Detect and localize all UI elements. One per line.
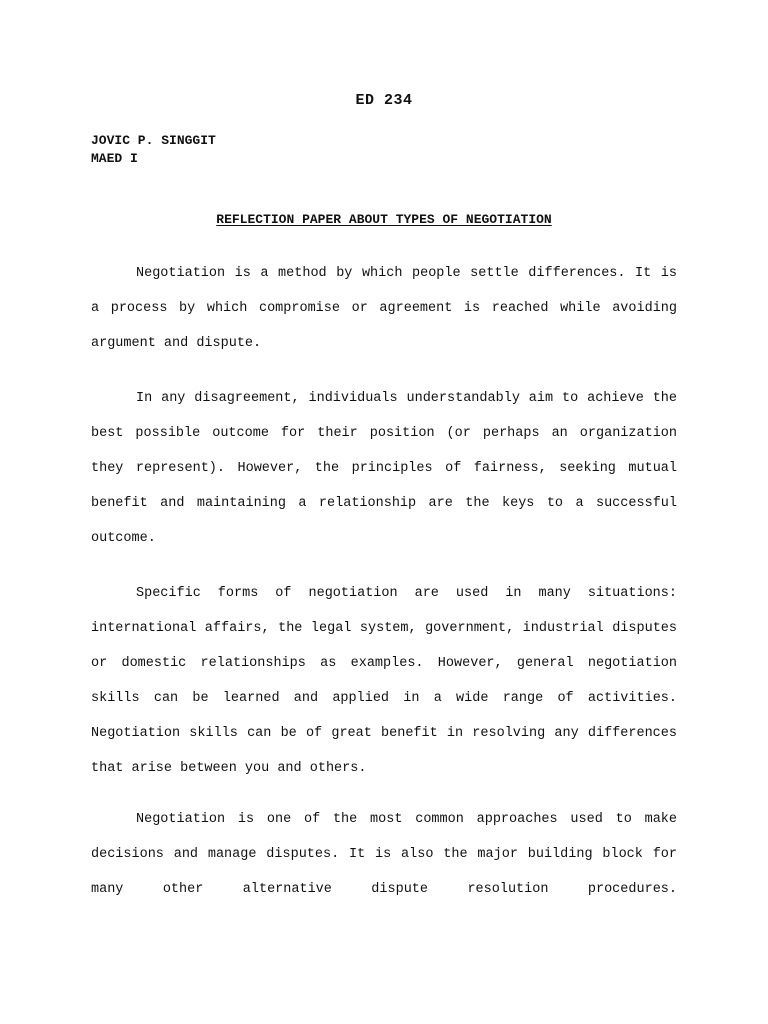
body-paragraph-4: Negotiation is one of the most common approaches used to make decisions and manage disputes. It is also the major building block for many other alternative dispute resolution procedures.	[91, 812, 677, 897]
paper-title-text: REFLECTION PAPER ABOUT TYPES OF NEGOTIATION	[216, 212, 552, 227]
body-paragraph-1: Negotiation is a method by which people settle differences. It is a process by which compromise or agreement is reached while avoiding argument and dispute.	[91, 266, 677, 351]
author-block	[91, 132, 216, 168]
course-code: ED 234	[355, 92, 413, 109]
program-label: MAED I	[91, 151, 138, 166]
body-paragraph-2: In any disagreement, individuals understandably aim to achieve the best possible outcome for their position (or perhaps an organization they represent). However, the principles of fairness, seeking mutual benefit and maintaining a relationship are the keys to a successful outcome.	[91, 391, 677, 546]
paper-title	[0, 212, 768, 227]
body-paragraph-3: Specific forms of negotiation are used in many situations: international affairs, the legal system, government, industrial disputes or domestic relationships as examples. However, general negotiation skills can be learned and applied in a wide range of activities. Negotiation skills can be of great benefit in resolving any differences that arise between you and others.	[91, 586, 677, 776]
author-name: JOVIC P. SINGGIT	[91, 133, 216, 148]
